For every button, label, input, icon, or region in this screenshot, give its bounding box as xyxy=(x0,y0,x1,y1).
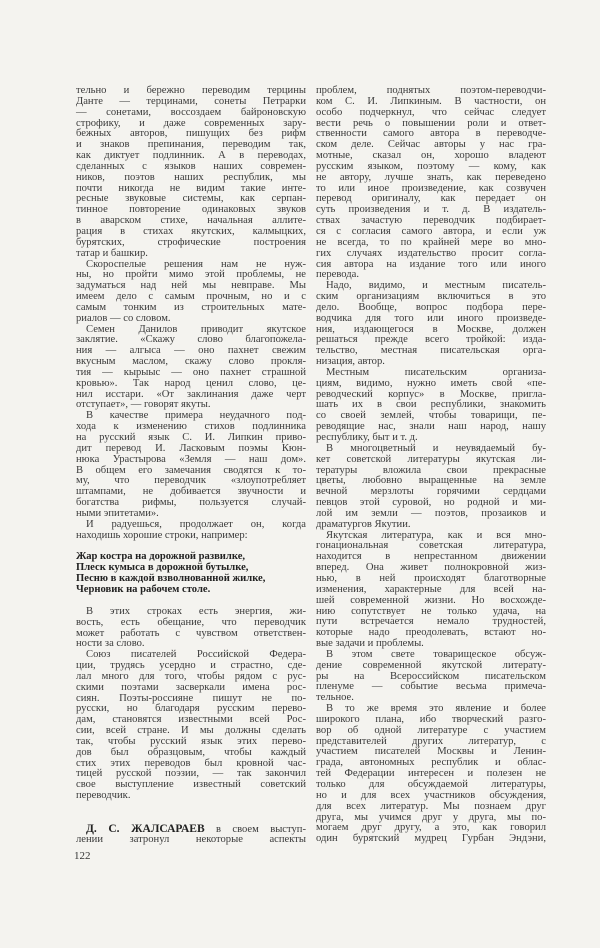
text-line: ния, издающегося в Москве, должен xyxy=(316,323,546,335)
page-number: 122 xyxy=(74,850,91,862)
text-line: В этом свете товарищеское обсуж- xyxy=(326,648,546,660)
text-line: Местным писательским организа- xyxy=(326,366,546,378)
text-line: ны, но пройти мимо этой проблемы, не xyxy=(76,269,306,281)
text-line: вые задачи и проблемы. xyxy=(316,638,424,650)
text-line: почти никогда не видим такие инте- xyxy=(76,182,306,194)
text-line: В качестве примера неудачного под- xyxy=(86,410,306,422)
text-line: не автору, лучше знать, как переведено xyxy=(316,171,546,183)
text-line: только для обсуждаемой литературы, xyxy=(316,779,546,790)
text-line: ности за слово. xyxy=(76,638,145,650)
text-line: нюка Урастырова «Земля — наш дом». xyxy=(76,453,306,465)
text-line: друга, мы учимся друг у друга, мы по- xyxy=(316,811,546,823)
text-line: тинное повторение одинаковых звуков xyxy=(76,204,306,216)
text-line: В общем его замечания сводятся к то- xyxy=(76,464,306,476)
speaker-paragraph xyxy=(76,824,306,846)
right-column xyxy=(316,86,546,845)
text-line: дело. Вообще, вопрос подбора пере- xyxy=(316,301,546,313)
paragraph xyxy=(76,607,306,650)
text-line: Данте — терцинами, сонеты Петрарки xyxy=(76,95,306,107)
text-line: тельно и бережно переводим терцины xyxy=(76,85,306,96)
text-line: решаться прежде всего тройкой: изда- xyxy=(316,334,546,346)
text-line: ским организациям включиться в это xyxy=(316,291,546,303)
text-line: может работать с чувством ответствен- xyxy=(76,627,306,639)
spacer xyxy=(76,802,306,824)
text-line: драматургов Якутии. xyxy=(316,518,411,530)
text-line: тературы вложила свои прекрасные xyxy=(316,464,546,476)
text-line: вор об одной литературе с участием xyxy=(316,724,546,736)
text-line: дит перевод И. Ласковым поэмы Кюн- xyxy=(76,442,306,454)
paragraph xyxy=(76,411,306,519)
text-line: для всех литератур. Мы познаем друг xyxy=(316,800,546,812)
text-line: могаем друг другу, а это, как говорил xyxy=(316,822,546,834)
text-line: один бурятский мудрец Гурбан Эндэни, xyxy=(316,833,546,845)
text-line: заклятие. «Скажу слово благопожела- xyxy=(76,334,306,346)
text-line: рация в стихах якутских, калмыцких, xyxy=(76,225,306,237)
text-line: вость, есть обещание, что переводчик xyxy=(76,616,306,628)
text-line: в аварском стихе, начальная аллите- xyxy=(76,215,306,227)
text-line: сделанных с языков наших современ- xyxy=(76,160,306,172)
text-line: дение современной якутской литерату- xyxy=(316,659,546,671)
text-line: русским языком, поэтому — кому, как xyxy=(316,160,546,172)
text-line: сиян. Поэты-россияне пишут не по- xyxy=(76,692,306,704)
paragraph xyxy=(316,650,546,704)
text-line: проблем, поднятых поэтом-переводчи- xyxy=(316,85,546,96)
text-line: Союз писателей Российской Федера- xyxy=(86,649,306,661)
text-line: задуматься над ней мы невправе. Мы xyxy=(76,280,306,292)
text-line: — сонетами, воссоздаем байроновскую xyxy=(76,106,306,118)
text-line: тельство, местная писательская орга- xyxy=(316,345,546,357)
text-line: строфику, и даже современных зару- xyxy=(76,117,306,129)
paragraph xyxy=(76,260,306,325)
text-line: хода к изменению стихов подлинника xyxy=(76,421,306,433)
poem-line: Песню в каждой взволнованной жилке, xyxy=(76,573,266,585)
text-line: риалов — со словом. xyxy=(76,312,171,324)
text-line: особо подчеркнул, что сейчас следует xyxy=(316,106,546,118)
text-line: ников, поэтов наших республик, мы xyxy=(76,171,306,183)
text-line: В то же время это явление и более xyxy=(326,703,546,715)
text-line: нью, в ней происходят благотворные xyxy=(316,572,546,584)
paragraph xyxy=(316,704,546,845)
text-line: ствах зачастую переводчик подбирает- xyxy=(316,215,546,227)
text-line: ции, трудясь усердно и страстно, сде- xyxy=(76,660,306,672)
paragraph xyxy=(76,520,306,542)
text-line: Надо, видимо, и местным писатель- xyxy=(326,280,546,292)
text-line: пути встречается немало трудностей, xyxy=(316,616,546,628)
paragraph xyxy=(76,325,306,412)
paragraph xyxy=(316,444,546,531)
text-line: циям, видимо, нужно иметь свой «пе- xyxy=(316,377,546,389)
text-line: самым тонким из строительных мате- xyxy=(76,301,306,313)
text-line: стих этих переводов был кровной час- xyxy=(76,757,306,769)
text-fragment: в своем выступ- xyxy=(216,824,306,835)
text-line: лал много для того, чтобы рядом с рус- xyxy=(76,670,306,682)
text-line: ными эпитетами». xyxy=(76,507,159,519)
text-line: града, автономных республик и облас- xyxy=(316,757,546,769)
text-line: переводчик. xyxy=(76,790,131,802)
left-column xyxy=(76,86,306,846)
text-line: сия автора на издание того или иного xyxy=(316,258,546,270)
text-line: суть произведения и т. д. В издатель- xyxy=(316,204,546,216)
text-line: пленуме — событие весьма примеча- xyxy=(316,681,546,693)
text-line: вперед. Она живет полнокровной жиз- xyxy=(316,562,546,574)
paragraph xyxy=(316,368,546,444)
text-line: И радуешься, продолжает он, когда xyxy=(86,518,306,530)
text-line: как диктует подлинник. А в переводах, xyxy=(76,150,306,162)
text-line: кет советской литературы якутская ли- xyxy=(316,453,546,465)
text-line: ресные звуковые системы, как серпан- xyxy=(76,193,306,205)
text-line: отступает», — говорят якуты. xyxy=(76,399,211,411)
text-line: вечной мерзлоты горячими сердцами xyxy=(316,486,546,498)
text-line: русски, но благодаря русским перево- xyxy=(76,703,306,715)
text-line: находится в непрестанном движении xyxy=(316,551,546,563)
text-line: бежных авторов, пишущих без рифм xyxy=(76,128,306,140)
text-line: не всегда, то по крайней мере во мно- xyxy=(316,236,546,248)
text-line: лой им земли — поэтов, прозаиков и xyxy=(316,507,546,519)
text-line: так, чтобы русский язык этих перево- xyxy=(76,735,306,747)
text-line: нил исстари. «От заклинания даже черт xyxy=(76,388,306,400)
text-line: ся с согласия самого автора, и если уж xyxy=(316,225,546,237)
text-line: Семен Данилов приводит якутское xyxy=(86,323,306,335)
paragraph xyxy=(76,86,306,260)
text-line: Якутская литература, как и вся мно- xyxy=(326,529,546,541)
text-line: имеем дело с самым прочным, но и с xyxy=(76,291,306,303)
text-line: лении затронул некоторые аспекты xyxy=(76,833,306,845)
text-line: ственности самого автора в переводче- xyxy=(316,128,546,140)
text-line: ском деле. Сейчас авторы у нас гра- xyxy=(316,139,546,151)
text-line: дам, становятся известными всей Рос- xyxy=(76,714,306,726)
text-line: низация, автор. xyxy=(316,356,385,368)
text-line: представителей других литератур, с xyxy=(316,735,546,747)
text-line: реводческий корпус» в Москве, пригла- xyxy=(316,388,546,400)
text-line: со своей землей, чтобы товарищи, пе- xyxy=(316,410,546,422)
text-line: вкусным маслом, скажу слово прокля- xyxy=(76,356,306,368)
text-line: кровью». Так народ ценил слово, це- xyxy=(76,377,306,389)
poem-line: Плеск кумыса в дорожной бутылке, xyxy=(76,562,249,574)
text-line: тей Федерации интересен и полезен не xyxy=(316,768,546,780)
text-line: Скороспелые решения нам не нуж- xyxy=(86,258,306,270)
text-line: певцов этой суровой, но родной и ми- xyxy=(316,497,546,509)
poem-line: Черновик на рабочем столе. xyxy=(76,583,211,595)
text-line: изменения, характерные для всей на- xyxy=(316,583,546,595)
paragraph xyxy=(316,281,546,368)
text-line: вести речь о повышении роли и ответ- xyxy=(316,117,546,129)
text-line: свое выступление известный советский xyxy=(76,779,306,791)
text-line: нию сопутствует не только удача, на xyxy=(316,605,546,617)
text-line: штампами, не добивается звучности и xyxy=(76,486,306,498)
text-line: но и для всех участников обсуждения, xyxy=(316,789,546,801)
text-line: ния — алгыса — оно пахнет свежим xyxy=(76,345,306,357)
text-line: ком С. И. Липкиным. В частности, он xyxy=(316,95,546,107)
text-line: перевод оригиналу, как передает он xyxy=(316,193,546,205)
poem-line: Жар костра на дорожной развилке, xyxy=(76,551,246,563)
paragraph xyxy=(316,531,546,650)
text-line: перевода. xyxy=(316,269,360,281)
text-line: цветы, любовно выращенные на земле xyxy=(316,475,546,487)
text-line: дов был образцовым, чтобы каждый xyxy=(76,746,306,758)
text-line: участием писателей Москвы и Ленин- xyxy=(316,746,546,758)
text-line: шать их в свои республики, знакомить xyxy=(316,399,546,411)
text-line: мотные, сказал он, хорошо владеют xyxy=(316,150,546,162)
text-line: скими поэтами засверкали имена рос- xyxy=(76,681,306,693)
text-line: тельное. xyxy=(316,692,354,704)
text-line: ры на Всероссийском писательском xyxy=(316,670,546,682)
text-line: водчика для того или иного произведе- xyxy=(316,312,546,324)
text-line: и знаков препинания, переводим так, xyxy=(76,139,306,151)
poem-quote xyxy=(76,552,306,595)
text-line: гонациональная советская литература, xyxy=(316,540,546,552)
text-line: В этих строках есть энергия, жи- xyxy=(86,605,306,617)
text-line: гих случаях издательство просит согла- xyxy=(316,247,546,259)
text-line: которые надо преодолевать, встают но- xyxy=(316,627,546,639)
text-line: В многоцветный и неувядаемый бу- xyxy=(326,442,546,454)
text-line: республику, быт и т. д. xyxy=(316,432,418,443)
text-line: находишь хорошие строки, например: xyxy=(76,529,248,541)
speaker-name: Д. С. ЖАЛСАРАЕВ xyxy=(86,823,205,835)
text-line: богатства рифмы, пользуется случай- xyxy=(76,497,306,509)
text-line: широкого плана, ибо творческий разго- xyxy=(316,713,546,725)
text-line: бурятских, строфические построения xyxy=(76,236,306,248)
text-line: на русский язык С. И. Липкин приво- xyxy=(76,432,306,443)
text-line: сии, всей стране. И мы должны сделать xyxy=(76,725,306,737)
text-line: му, что переводчик «злоупотребляет xyxy=(76,475,306,487)
text-line: татар и башкир. xyxy=(76,247,148,259)
text-line: тицей русской поэзии, — так закончил xyxy=(76,768,306,780)
text-line: реводящие нас, знали наш народ, нашу xyxy=(316,421,546,433)
text-line: шей современной жизни. Но восхожде- xyxy=(316,594,546,606)
text-line: то или иное произведение, как созвучен xyxy=(316,182,546,194)
text-line: тия — кырыыс — оно пахнет страшной xyxy=(76,366,306,378)
paragraph xyxy=(76,650,306,802)
paragraph xyxy=(316,86,546,281)
